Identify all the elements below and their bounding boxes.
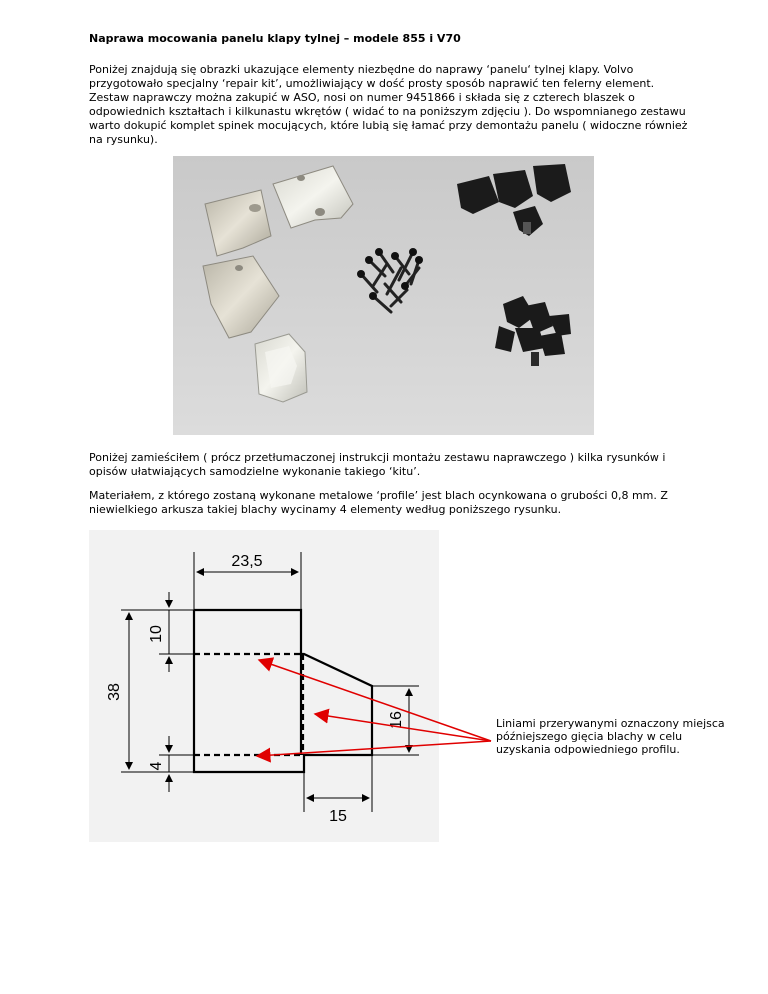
- drawings-intro-paragraph: Poniżej zamieściłem ( prócz przetłumaczonej instrukcji montażu zestawu naprawczego ) kilka rysunków i opisów ułatwiających samodzielne wykonanie takiego ‘kitu’.: [89, 451, 666, 478]
- dimension-bottom-width: 15: [329, 808, 347, 825]
- technical-drawing: [89, 530, 509, 842]
- intro-paragraph: Poniżej znajdują się obrazki ukazujące elementy niezbędne do naprawy ‘panelu‘ tylnej klapy. Volvo przygotowało specjalny ‘repair kit’, umożliwiający w dość prosty sposób naprawić ten felerny element. Zestaw naprawczy można zakupić w ASO, nosi on numer 9451866 i składa się z czterech blaszek o odpowiednich kształtach i kilkunastu wkrętów ( widać to na poniższym zdjęciu ). Do wspomnianego zestawu warto dokupić komplet spinek mocujących, które lubią się łamać przy demontażu panelu ( widoczne również na rysunku).: [89, 63, 688, 146]
- repair-kit-photo: [173, 156, 594, 435]
- material-paragraph: Materiałem, z którego zostaną wykonane metalowe ‘profile’ jest blach ocynkowana o grubości 0,8 mm. Z niewielkiego arkusza takiej blachy wycinamy 4 elementy według poniższego rysunku.: [89, 489, 668, 516]
- dimension-right-height: 16: [388, 711, 405, 729]
- document-title: Naprawa mocowania panelu klapy tylnej – modele 855 i V70: [89, 32, 461, 45]
- drawing-note: Liniami przerywanymi oznaczony miejsca późniejszego gięcia blachy w celu uzyskania odpowiedniego profilu.: [496, 717, 725, 756]
- dimension-top-segment: 10: [148, 625, 165, 643]
- dimension-total-height: 38: [106, 683, 123, 701]
- dimension-bottom-segment: 4: [148, 761, 165, 771]
- dimension-top-width: 23,5: [231, 553, 263, 570]
